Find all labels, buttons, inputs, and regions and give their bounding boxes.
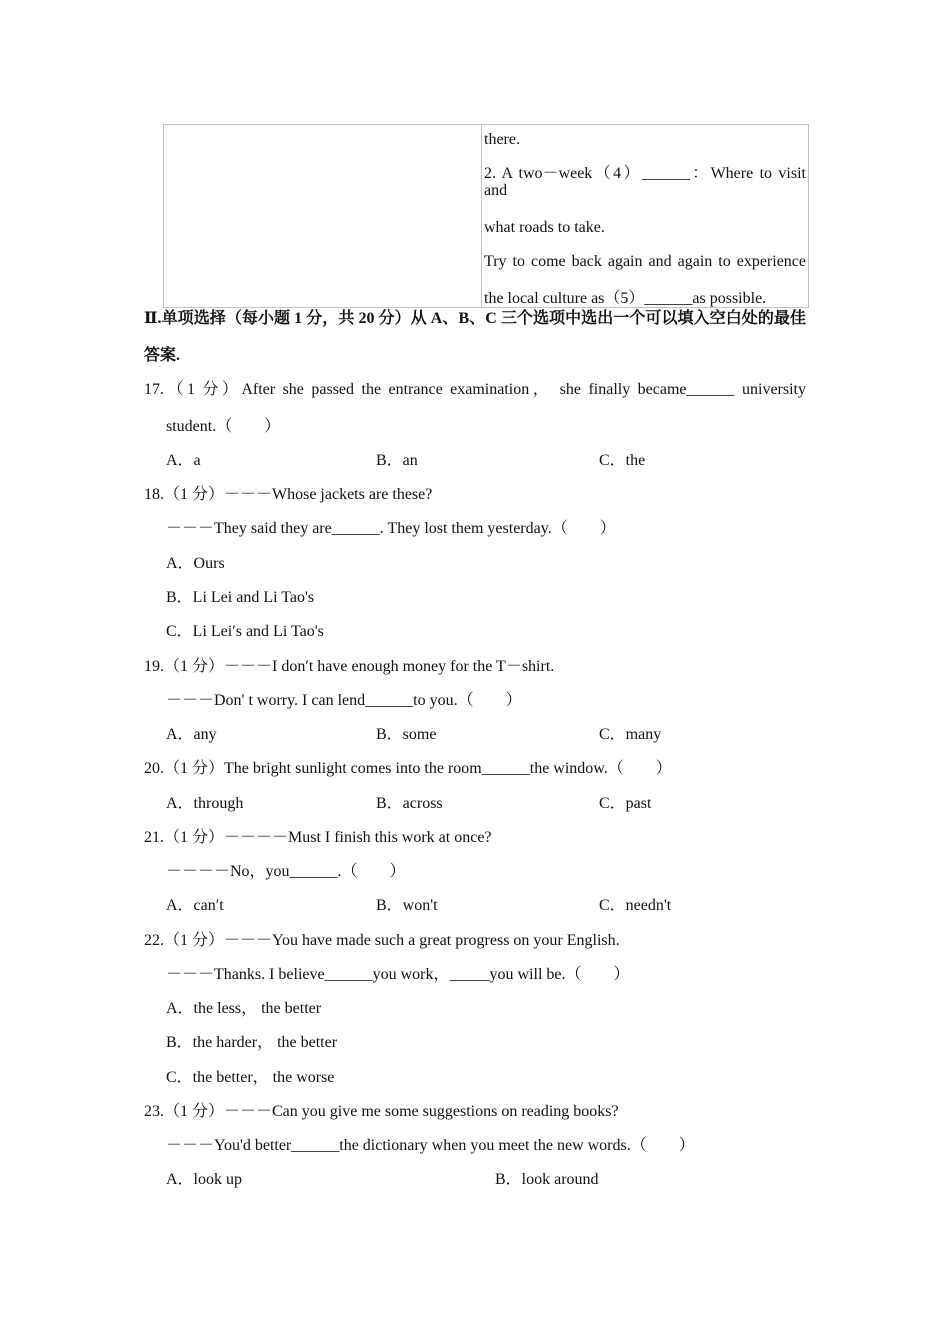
option-c: C．many <box>599 726 662 743</box>
question-stem: student.（ ） <box>166 418 281 435</box>
question-stem: 22.（1 分）－－－You have made such a great progress on your English. <box>144 932 620 949</box>
section-heading: Ⅱ.单项选择（每小题 1 分，共 20 分）从 A、B、C 三个选项中选出一个可以填入空白处的最佳 <box>144 310 806 327</box>
table-line: the local culture as（5）______as possible. <box>484 290 767 307</box>
option-b: B．an <box>376 452 418 469</box>
question-stem: 23.（1 分）－－－Can you give me some suggestions on reading books? <box>144 1103 619 1120</box>
table-line: Try to come back again and again to experience <box>484 253 806 270</box>
table-cell-left <box>164 125 482 308</box>
option-a: A．Ours <box>166 555 225 572</box>
question-stem: －－－They said they are______. They lost them yesterday.（ ） <box>166 520 616 537</box>
passage-table <box>163 124 809 308</box>
option-b: B．won't <box>376 897 438 914</box>
question-stem: －－－Thanks. I believe______you work，_____you will be.（ ） <box>166 966 630 983</box>
option-a: A．a <box>166 452 201 469</box>
option-a: A．look up <box>166 1171 243 1188</box>
question-stem: 19.（1 分）－－－I don′t have enough money for the T－shirt. <box>144 658 555 675</box>
option-a: A．through <box>166 795 244 812</box>
question-stem: 18.（1 分）－－－Whose jackets are these? <box>144 486 433 503</box>
option-c: C．Li Lei′s and Li Tao's <box>166 623 324 640</box>
table-line: 2. A two－week（4）______：Where to visit and <box>484 165 806 199</box>
option-b: B．look around <box>495 1171 599 1188</box>
option-c: C．past <box>599 795 652 812</box>
option-b: B．Li Lei and Li Tao's <box>166 589 315 606</box>
option-b: B．the harder， the better <box>166 1034 338 1051</box>
question-stem: －－－Don' t worry. I can lend______to you.（ ） <box>166 692 522 709</box>
question-stem: －－－You'd better______the dictionary when you meet the new words.（ ） <box>166 1137 695 1154</box>
table-line: there. <box>484 131 520 148</box>
question-stem: 21.（1 分）－－－－Must I finish this work at once? <box>144 829 492 846</box>
table-line: what roads to take. <box>484 219 605 236</box>
option-a: A．the less， the better <box>166 1000 322 1017</box>
question-stem: －－－－No，you______.（ ） <box>166 863 406 880</box>
option-b: B．some <box>376 726 437 743</box>
option-a: A．can′t <box>166 897 224 914</box>
table-cell-right <box>482 125 809 308</box>
option-c: C．needn't <box>599 897 672 914</box>
question-stem: 17.（1 分）After she passed the entrance examination， she finally became______ university <box>144 381 806 398</box>
option-c: C．the <box>599 452 646 469</box>
question-stem: 20.（1 分）The bright sunlight comes into the room______the window.（ ） <box>144 760 672 777</box>
option-c: C．the better， the worse <box>166 1069 335 1086</box>
option-a: A．any <box>166 726 217 743</box>
option-b: B．across <box>376 795 443 812</box>
section-heading-cont: 答案. <box>144 347 181 364</box>
